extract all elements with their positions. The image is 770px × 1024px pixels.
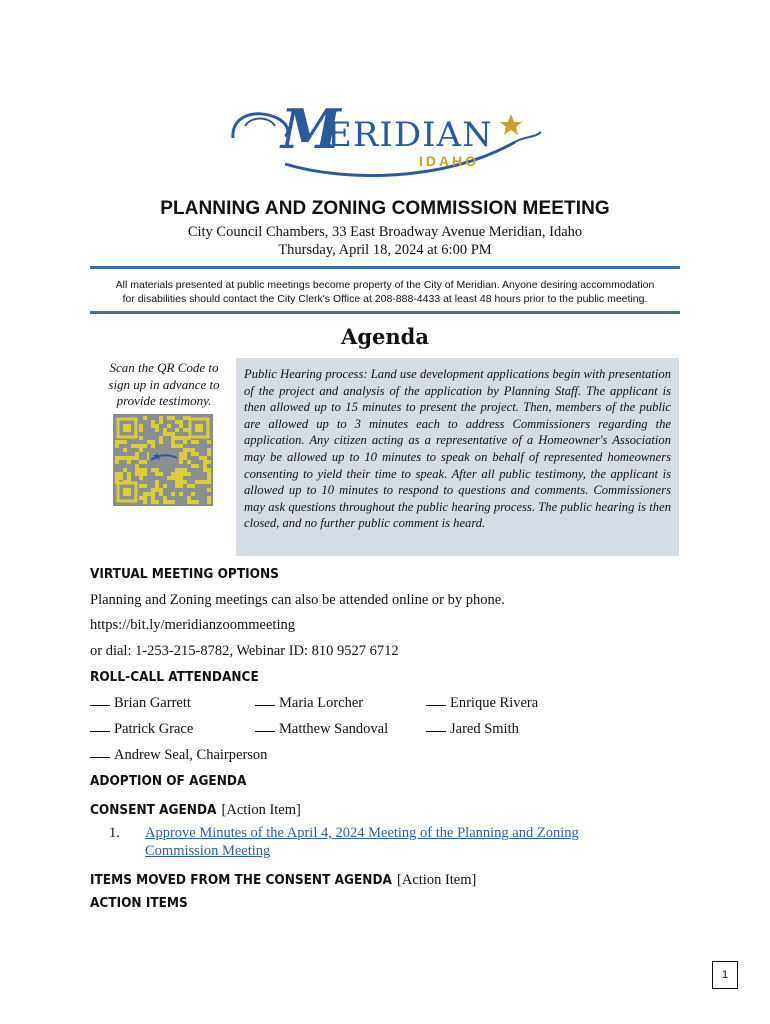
qr-module [187,448,191,452]
qr-module [115,476,119,480]
qr-module [115,440,119,444]
virtual-meeting-info: Planning and Zoning meetings can also be attended online or by phone. [90,592,505,608]
meeting-datetime: Thursday, April 18, 2024 at 6:00 PM [278,242,492,258]
qr-module [163,432,167,436]
qr-module [151,496,155,500]
qr-module [155,500,159,504]
star-icon [500,114,522,135]
qr-module [187,460,191,464]
qr-module [151,500,155,504]
roll-member: Patrick Grace [90,721,193,738]
qr-module [127,476,131,480]
qr-module [171,416,175,420]
qr-module [175,468,179,472]
qr-module [179,476,183,480]
consent-item-number: 1. [109,825,120,841]
qr-module [155,484,159,488]
qr-caption-line: provide testimony. [116,393,212,408]
qr-module [151,444,155,448]
qr-module [171,440,175,444]
qr-caption-line: Scan the QR Code to [109,360,219,375]
qr-module [179,492,183,496]
meridian-logo [225,86,545,190]
qr-module [143,492,147,496]
qr-module [143,416,147,420]
qr-module [207,500,211,504]
divider-bottom [90,311,680,314]
qr-module [207,440,211,444]
qr-module [175,484,179,488]
qr-module [155,428,159,432]
qr-module [167,476,171,480]
qr-module [191,452,195,456]
qr-module [123,448,127,452]
qr-module [167,424,171,428]
qr-module [187,472,191,476]
qr-module [167,500,171,504]
qr-module [175,472,179,476]
qr-module [143,444,147,448]
qr-module [179,460,183,464]
qr-module [151,468,155,472]
qr-module [127,456,131,460]
meeting-address: City Council Chambers, 33 East Broadway Avenue Meridian, Idaho [187,224,583,240]
qr-module [139,436,143,440]
qr-module [207,452,211,456]
virtual-meeting-heading: VIRTUAL MEETING OPTIONS [90,566,279,582]
qr-module [183,452,187,456]
qr-module [143,468,147,472]
qr-module [183,448,187,452]
consent-heading-row [90,799,301,819]
notice-line-1: All materials presented at public meetings become property of the City of Meridian. Anyone desiring accommodation [115,279,655,291]
page-number: 1 [712,961,738,989]
qr-module [123,440,127,444]
qr-module [175,444,179,448]
qr-module [135,464,139,468]
qr-module [155,424,159,428]
qr-module [159,492,163,496]
meeting-title: PLANNING AND ZONING COMMISSION MEETING [160,198,610,219]
qr-module [175,480,179,484]
qr-module [191,464,195,468]
qr-module [139,444,143,448]
qr-caption-line: sign up in advance to [108,376,220,392]
qr-module [155,488,159,492]
qr-module [139,428,143,432]
qr-module [139,468,143,472]
qr-module [143,472,147,476]
qr-module [207,488,211,492]
qr-module [187,484,191,488]
qr-module [119,456,123,460]
qr-module [183,480,187,484]
qr-module [167,432,171,436]
qr-caption [100,360,228,410]
qr-module [143,460,147,464]
roll-call-heading: ROLL-CALL ATTENDANCE [90,669,259,685]
adoption-heading: ADOPTION OF AGENDA [90,773,247,789]
qr-module [195,480,199,484]
qr-module [171,492,175,496]
qr-module [135,468,139,472]
qr-module [191,492,195,496]
logo-letter-m: M [281,97,341,161]
qr-module [171,432,175,436]
qr-module [195,464,199,468]
qr-module [183,428,187,432]
qr-module [155,480,159,484]
roll-member: Jared Smith [426,721,519,738]
qr-module [183,472,187,476]
qr-module [163,496,167,500]
qr-module [139,472,143,476]
qr-module [175,476,179,480]
qr-module [163,428,167,432]
qr-module [139,424,143,428]
qr-module [151,488,155,492]
qr-module [179,420,183,424]
qr-module [135,444,139,448]
qr-module [179,472,183,476]
qr-module [127,460,131,464]
qr-module [171,476,175,480]
divider-top [90,266,680,269]
qr-module [195,500,199,504]
qr-module [159,488,163,492]
qr-module [187,500,191,504]
qr-module [183,440,187,444]
qr-module [115,456,119,460]
moved-heading: ITEMS MOVED FROM THE CONSENT AGENDA [90,872,392,888]
logo-idaho: IDAHO [419,153,480,169]
qr-module [115,460,119,464]
qr-module [163,500,167,504]
qr-module [123,468,127,472]
qr-module [195,440,199,444]
qr-module [135,456,139,460]
qr-module [207,476,211,480]
qr-module [163,484,167,488]
qr-module [135,452,139,456]
qr-code[interactable] [113,414,213,506]
qr-module [143,500,147,504]
qr-module [207,460,211,464]
qr-module [179,424,183,428]
qr-module [159,472,163,476]
qr-module [123,456,127,460]
qr-module [139,496,143,500]
qr-module [151,420,155,424]
moved-action-label: [Action Item] [397,872,477,888]
qr-module [207,468,211,472]
logo-wordmark: ERIDIAN [327,115,493,155]
qr-module [191,440,195,444]
qr-module [179,480,183,484]
qr-module [207,448,211,452]
qr-module [131,444,135,448]
qr-module [183,436,187,440]
qr-module [207,496,211,500]
qr-module [195,452,199,456]
qr-module [191,484,195,488]
minutes-link-line-2[interactable]: Commission Meeting [145,843,271,859]
qr-module [147,440,151,444]
qr-module [119,476,123,480]
moved-heading-row [90,869,476,889]
roll-member: Maria Lorcher [255,695,363,712]
qr-module [171,444,175,448]
qr-module [179,468,183,472]
qr-module [175,428,179,432]
consent-heading: CONSENT AGENDA [90,802,217,818]
qr-module [143,496,147,500]
qr-module [115,444,119,448]
consent-action-label: [Action Item] [221,802,301,818]
public-hearing-notice: Public Hearing process: Land use development applications begin with presentation of the project and analysis of the application by Planning Staff. The applicant is then allowed up to 15 minutes to present the project. Then, members of the public are allowed up to 3 minutes each to address Commissioners regarding the application. Any citizen acting as a representative of a Homeowner's Association may be allowed up to 10 minutes to speak on behalf of represented homeowners consenting to yield their time to speak. After all public testimony, the applicant is allowed up to 10 minutes to respond to questions and comments. Commissioners may ask questions throughout the public hearing process. The public hearing is then closed, and no further public comment is heard. [236,358,679,556]
qr-module [191,448,195,452]
qr-module [207,480,211,484]
qr-module [171,436,175,440]
qr-module [203,464,207,468]
qr-module [127,472,131,476]
qr-module [199,480,203,484]
qr-module [171,472,175,476]
qr-module [179,456,183,460]
qr-module [183,416,187,420]
qr-module [155,472,159,476]
zoom-link[interactable]: https://bit.ly/meridianzoommeeting [90,617,295,633]
qr-module [171,500,175,504]
qr-module [159,420,163,424]
qr-module [203,480,207,484]
qr-module [203,460,207,464]
qr-module [135,472,139,476]
qr-module [203,468,207,472]
qr-module [179,452,183,456]
roll-member: Matthew Sandoval [255,721,388,738]
qr-module [147,492,151,496]
notice-line-2: for disabilities should contact the City Clerk's Office at 208-888-4433 at least 48 hours prior to the public meeting. [122,293,648,305]
qr-module [151,424,155,428]
qr-module [175,420,179,424]
qr-module [131,456,135,460]
qr-module [203,456,207,460]
qr-module [139,460,143,464]
qr-module [187,496,191,500]
roll-member: Andrew Seal, Chairperson [90,747,267,764]
qr-module [183,468,187,472]
qr-module [119,472,123,476]
qr-module [175,436,179,440]
qr-module [159,436,163,440]
roll-member: Brian Garrett [90,695,191,712]
qr-module [191,500,195,504]
qr-module [139,476,143,480]
action-items-heading: ACTION ITEMS [90,895,188,911]
qr-module [179,436,183,440]
qr-module [199,456,203,460]
qr-module [139,448,143,452]
qr-module [207,472,211,476]
qr-module [143,484,147,488]
qr-module [179,444,183,448]
qr-module [167,416,171,420]
qr-module [119,440,123,444]
qr-module [183,456,187,460]
qr-module [115,472,119,476]
dial-in-info: or dial: 1-253-215-8782, Webinar ID: 810 9527 6712 [90,643,399,659]
qr-module [151,440,155,444]
qr-module [159,416,163,420]
minutes-link-line-1[interactable]: Approve Minutes of the April 4, 2024 Meeting of the Planning and Zoning [145,825,579,841]
qr-module [139,484,143,488]
qr-module [155,468,159,472]
agenda-heading: Agenda [341,324,429,349]
qr-module [159,440,163,444]
qr-module [179,484,183,488]
qr-module [151,492,155,496]
roll-member: Enrique Rivera [426,695,538,712]
